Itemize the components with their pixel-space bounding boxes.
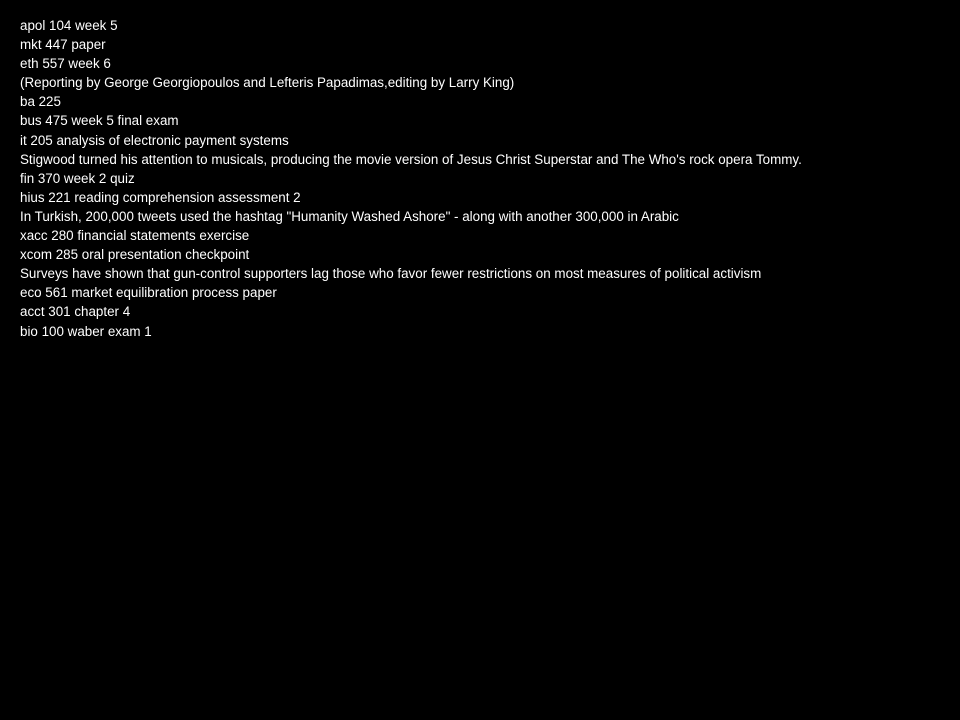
text-list bbox=[20, 16, 950, 341]
text-line: hius 221 reading comprehension assessment 2 bbox=[20, 189, 301, 205]
text-line: Surveys have shown that gun-control supporters lag those who favor fewer restrictions on most measures of political activism bbox=[20, 266, 762, 282]
text-line: eth 557 week 6 bbox=[20, 56, 111, 72]
text-line: xacc 280 financial statements exercise bbox=[20, 228, 250, 244]
text-line: acct 301 chapter 4 bbox=[20, 304, 131, 320]
text-line: Stigwood turned his attention to musicals, producing the movie version of Jesus Christ Superstar and The Who's rock opera Tommy. bbox=[20, 151, 802, 167]
text-line: apol 104 week 5 bbox=[20, 18, 118, 33]
text-line: bio 100 waber exam 1 bbox=[20, 323, 152, 339]
text-line: it 205 analysis of electronic payment systems bbox=[20, 132, 289, 148]
text-line: bus 475 week 5 final exam bbox=[20, 113, 179, 129]
text-line: ba 225 bbox=[20, 94, 61, 110]
text-line: xcom 285 oral presentation checkpoint bbox=[20, 247, 250, 263]
text-line: (Reporting by George Georgiopoulos and Lefteris Papadimas,editing by Larry King) bbox=[20, 75, 515, 91]
text-line: In Turkish, 200,000 tweets used the hashtag "Humanity Washed Ashore" - along with another 300,000 in Arabic bbox=[20, 208, 679, 224]
text-line: eco 561 market equilibration process paper bbox=[20, 285, 277, 301]
text-line: fin 370 week 2 quiz bbox=[20, 170, 135, 186]
text-line: mkt 447 paper bbox=[20, 37, 106, 53]
